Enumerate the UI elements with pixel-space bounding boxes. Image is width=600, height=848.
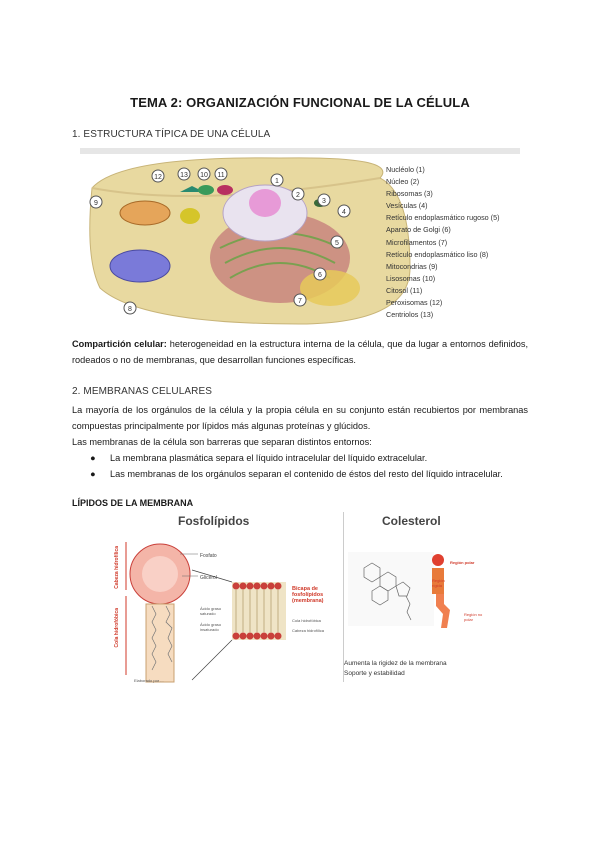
tail-label: Cola hidrofóbica	[114, 608, 120, 648]
section1-heading: 1. ESTRUCTURA TÍPICA DE UNA CÉLULA	[72, 129, 271, 140]
legend-item: Vesículas (4)	[386, 201, 428, 211]
centriole	[180, 208, 200, 224]
callout-8-label: 8	[128, 306, 132, 313]
smooth-er-blue	[110, 250, 170, 282]
figure-credit: Elaborado por ...	[134, 678, 164, 683]
compartition-term: Compartición celular:	[72, 339, 167, 349]
callout-3-label: 3	[322, 198, 326, 205]
compartition-paragraph	[72, 336, 528, 368]
nonpolar-tail	[436, 594, 450, 628]
membranes-paragraph: La mayoría de los orgánulos de la célula y la propia célula en su conjunto están recubiertos por membranas compuestas principalmente por lípidos más algunas proteínas y glúcidos.	[72, 405, 528, 431]
legend-item: Citosol (11)	[386, 285, 423, 295]
legend-item: Microfilamentos (7)	[386, 237, 448, 247]
compartition-text: heterogeneidad en la estructura interna de la célula, que da lugar a entornos definidos, rodeados o no de membranas, que desarrollan funciones específicas.	[72, 339, 528, 365]
bullet-dot: ●	[90, 469, 96, 479]
glycerol-label: Glicerol	[200, 575, 217, 581]
bilayer-head-label: Cabeza hidrofílica	[292, 628, 325, 633]
callout-7-label: 7	[298, 298, 302, 305]
callout-12-label: 12	[154, 174, 162, 181]
bullet-dot: ●	[90, 453, 96, 463]
bullet-list	[90, 450, 528, 482]
callout-11-label: 11	[217, 172, 225, 179]
list-item	[90, 450, 528, 466]
golgi-apparatus	[300, 270, 360, 306]
legend-item: Mitocondrias (9)	[386, 261, 438, 271]
callout-13-label: 13	[180, 172, 188, 179]
lipids-heading: LÍPIDOS DE LA MEMBRANA	[72, 498, 194, 508]
phosphate-label: Fosfato	[200, 553, 217, 559]
callout-4-label: 4	[342, 209, 346, 216]
lysosome	[198, 185, 214, 195]
nonpolar-label: Región no polar	[464, 612, 483, 622]
legend-item: Peroxisomas (12)	[386, 298, 443, 308]
barriers-paragraph: Las membranas de la célula son barreras que separan distintos entornos:	[72, 437, 372, 447]
callout-9-label: 9	[94, 200, 98, 207]
callout-2-label: 2	[296, 192, 300, 199]
cholesterol-caption-2: Soporte y estabilidad	[344, 670, 405, 677]
head-label: Cabeza hidrofílica	[114, 546, 120, 589]
cytosol-vesicle	[217, 185, 233, 195]
callout-10-label: 10	[200, 172, 208, 179]
unsaturated-label: Ácido graso insaturado	[200, 622, 222, 632]
polar-head	[432, 554, 444, 566]
fosfolipidos-title: Fosfolípidos	[178, 514, 250, 528]
legend-item: Ribosomas (3)	[386, 189, 433, 199]
page-title: TEMA 2: ORGANIZACIÓN FUNCIONAL DE LA CÉLULA	[130, 95, 470, 110]
cholesterol-caption-1: Aumenta la rigidez de la membrana	[344, 660, 447, 667]
polar-label: Región polar	[450, 560, 475, 565]
glycerol-core	[142, 556, 178, 592]
rigid-label: Región rígida	[432, 578, 445, 588]
bullet-text: Las membranas de los orgánulos separan el contenido de éstos del resto del líquido intracelular.	[110, 469, 503, 479]
mitochondrion	[120, 201, 170, 225]
callout-1-label: 1	[275, 178, 279, 185]
bilayer-label: Bicapa de fosfolípidos (membrana)	[292, 586, 324, 604]
legend-item: Lisosomas (10)	[386, 273, 436, 283]
callout-6-label: 6	[318, 272, 322, 279]
section2-heading: 2. MEMBRANAS CELULARES	[72, 386, 213, 397]
legend-item: Nucléolo (1)	[386, 165, 425, 174]
legend-item: Aparato de Golgi (6)	[386, 225, 451, 235]
callout-5-label: 5	[335, 240, 339, 247]
legend-item: Núcleo (2)	[386, 177, 420, 187]
legend-item: Centriolos (13)	[386, 310, 434, 320]
top-band	[80, 148, 520, 154]
organelle-legend	[386, 164, 536, 321]
nucleolus	[249, 189, 281, 217]
legend-item: Retículo endoplasmático rugoso (5)	[386, 213, 500, 223]
fatty-acid-tails	[146, 604, 174, 682]
list-item	[90, 466, 528, 482]
bullet-text: La membrana plasmática separa el líquido intracelular del líquido extracelular.	[110, 453, 428, 463]
bilayer-tail-label: Cola hidrofóbica	[292, 618, 321, 623]
saturated-label: Ácido graso saturado	[200, 606, 222, 616]
colesterol-title: Colesterol	[382, 514, 441, 528]
legend-item: Retículo endoplasmático liso (8)	[386, 249, 489, 259]
